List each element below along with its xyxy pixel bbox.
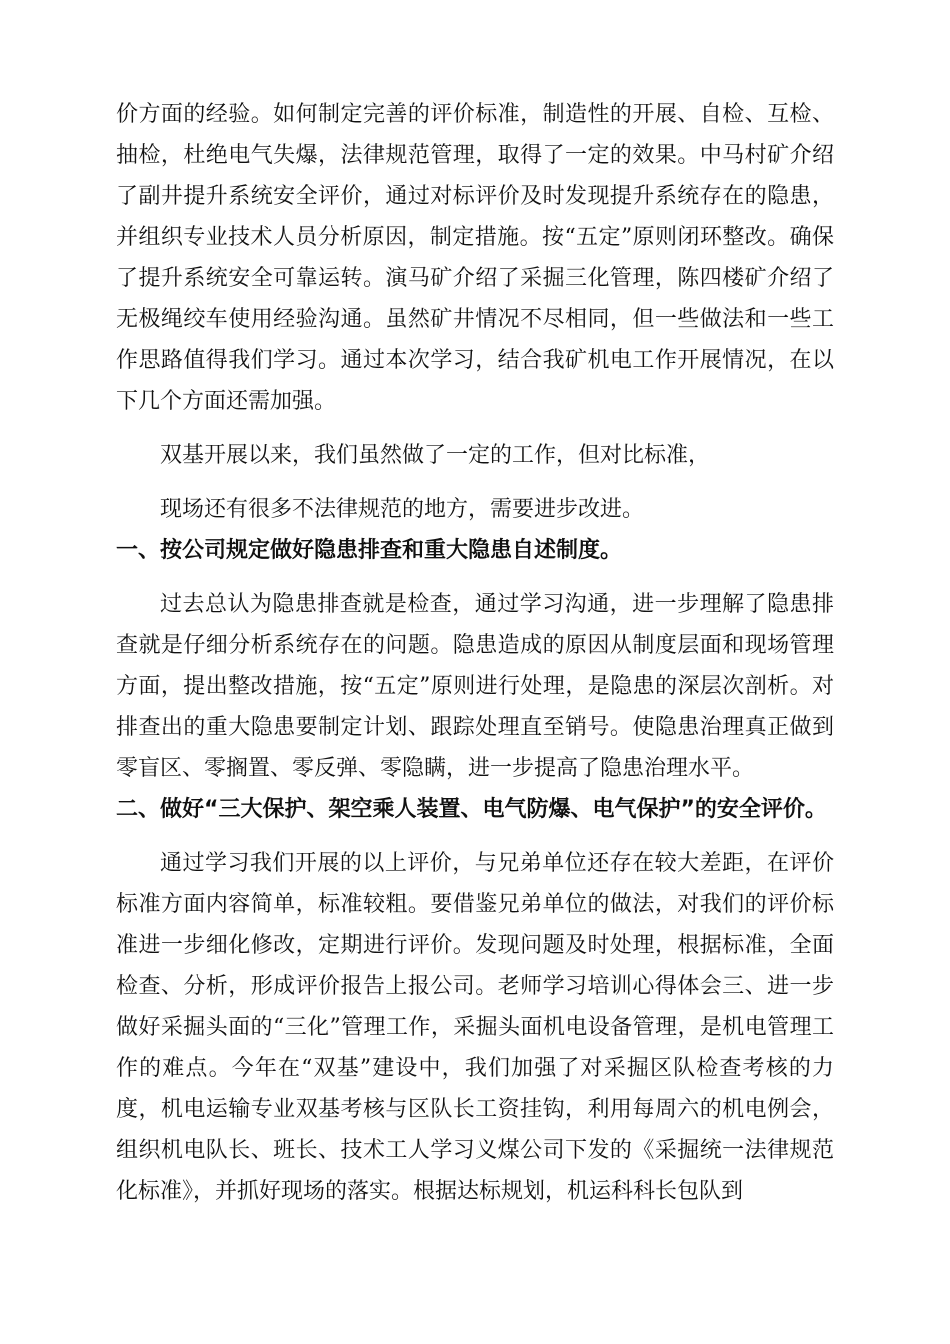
body-paragraph-4: 过去总认为隐患排查就是检查，通过学习沟通，进一步理解了隐患排查就是仔细分析系统存在的问题。隐患造成的原因从制度层面和现场管理方面，提出整改措施，按“五定”原则进行处理，是隐患的深层次剖析。对排查出的重大隐患要制定计划、跟踪处理直至销号。使隐患治理真正做到零盲区、零搁置、零反弹、零隐瞒，进一步提高了隐患治理水平。 bbox=[116, 592, 834, 781]
body-paragraph-1: 价方面的经验。如何制定完善的评价标准，制造性的开展、自检、互检、抽检，杜绝电气失爆，法律规范管理，取得了一定的效果。中马村矿介绍了副井提升系统安全评价，通过对标评价及时发现提升系统存在的隐患，并组织专业技术人员分析原因，制定措施。按“五定”原则闭环整改。确保了提升系统安全可靠运转。演马矿介绍了采掘三化管理，陈四楼矿介绍了无极绳绞车使用经验沟通。虽然矿井情况不尽相同，但一些做法和一些工作思路值得我们学习。通过本次学习，结合我矿机电工作开展情况，在以下几个方面还需加强。 bbox=[116, 102, 834, 414]
document-page bbox=[116, 94, 834, 1212]
body-paragraph-5: 通过学习我们开展的以上评价，与兄弟单位还存在较大差距，在评价标准方面内容简单，标准较粗。要借鉴兄弟单位的做法，对我们的评价标准进一步细化修改，定期进行评价。发现问题及时处理，根据标准，全面检查、分析，形成评价报告上报公司。老师学习培训心得体会三、进一步做好采掘头面的“三化”管理工作，采掘头面机电设备管理，是机电管理工作的难点。今年在“双基”建设中，我们加强了对采掘区队检查考核的力度，机电运输专业双基考核与区队长工资挂钩，利用每周六的机电例会，组织机电队长、班长、技术工人学习义煤公司下发的《采掘统一法律规范化标准》，并抓好现场的落实。根据达标规划，机运科科长包队到 bbox=[116, 851, 834, 1204]
body-paragraph-2: 双基开展以来，我们虽然做了一定的工作，但对比标准， bbox=[160, 443, 711, 468]
section-heading-2: 二、做好“三大保护、架空乘人装置、电气防爆、电气保护”的安全评价。 bbox=[116, 797, 827, 822]
section-heading-1: 一、按公司规定做好隐患排查和重大隐患自述制度。 bbox=[116, 538, 623, 563]
body-paragraph-3: 现场还有很多不法律规范的地方，需要进步改进。 bbox=[160, 497, 645, 522]
